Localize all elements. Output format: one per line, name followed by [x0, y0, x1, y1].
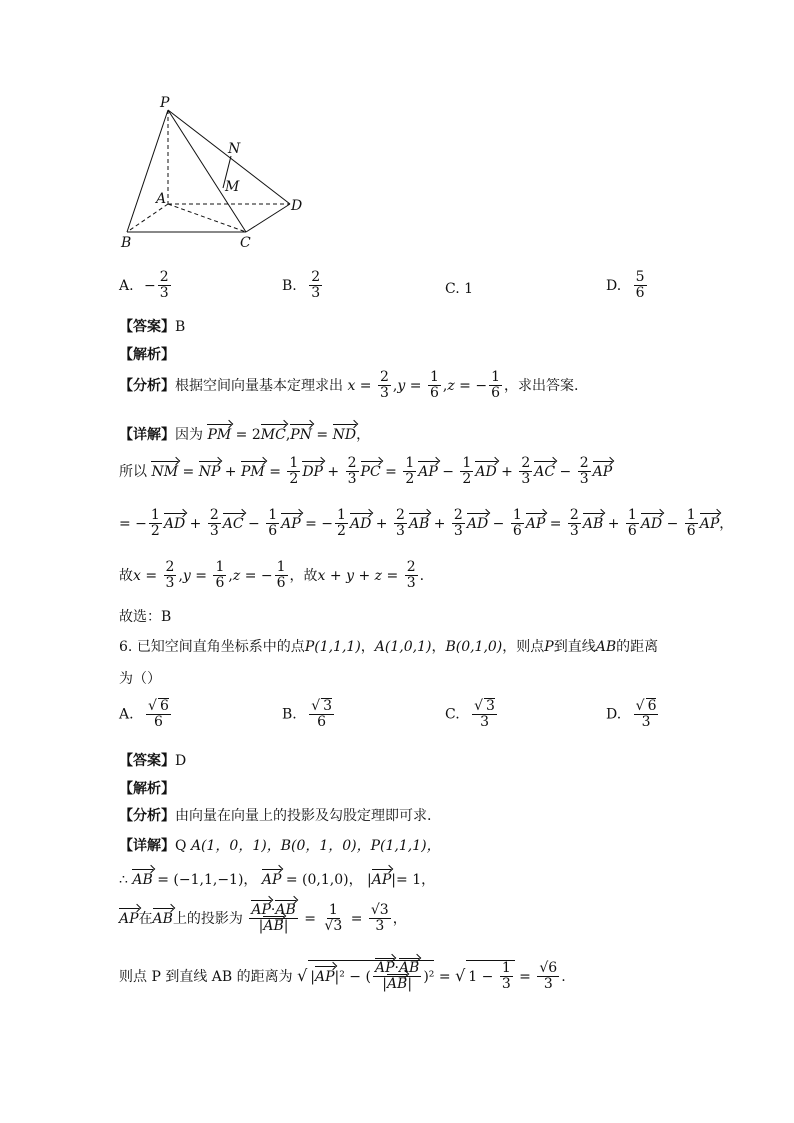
label-c: C [240, 235, 251, 251]
q5-step-3: 故x = $\frac{2}{3}$ ,y = $\frac{1}{6}$ ,z = − $\frac{1}{6}$ ，故x + y + z = $\frac{2}{3}$ . [119, 559, 425, 592]
q6-vectors: ∴ AB = (−1,1,−1)， AP = (0,1,0)， |AP|= 1， [119, 872, 436, 888]
q6-fenxi: 【分析】由向量在向量上的投影及勾股定理即可求. [119, 808, 432, 824]
q6-option-d: D. $\frac{√ 6}{3}$ [606, 698, 657, 731]
edge-ab [127, 204, 168, 232]
q6-detail: 【详解】Q A(1，0，1)，B(0，1，0)，P(1,1,1)， [119, 838, 441, 854]
edge-cd [246, 204, 290, 232]
edge-pc [168, 110, 246, 232]
q5-detail: 【详解】因为 PM = 2MC,PN = ND， [119, 427, 371, 443]
edge-pb [127, 110, 168, 232]
label-a: A [156, 191, 167, 207]
label-p: P [160, 95, 170, 111]
q5-step-1: 所以 NM = NP + PM = $\frac{1}{2}$ DP + $\frac{2}{3}$ PC = $\frac{1}{2}$ AP − $\frac{1}{2}$ AD + $\frac{2}{3}$ AC − $\frac{2}{3}$ AP [119, 455, 613, 488]
q5-option-b: B. $\frac{2}{3}$ [282, 269, 321, 302]
q6-option-a: A. $\frac{√ 6}{6}$ [119, 698, 169, 731]
q6-question-line1: 6. 已知空间直角坐标系中的点P(1,1,1)，A(1,0,1)，B(0,1,0)，则点P到直线AB的距离 [119, 639, 659, 655]
q5-option-a: A. − $\frac{2}{3}$ [119, 269, 169, 302]
q6-distance: 则点 P 到直线 AB 的距离为 √ |AP|² − ( $\frac{AP\cdot AB}{|AB|}$ )² = √ 1 − $\frac{1}{3}$ = $\frac{√6}{3}$ . [119, 960, 566, 993]
label-m: M [225, 179, 240, 195]
q6-answer: 【答案】D [119, 753, 187, 769]
q6-option-b: B. $\frac{√ 3}{6}$ [282, 698, 333, 731]
q5-option-c: C. 1 [445, 281, 474, 297]
q5-step-2: = − $\frac{1}{2}$ AD + $\frac{2}{3}$ AC − $\frac{1}{6}$ AP = − $\frac{1}{2}$ AD + $\frac{2}{3}$ AB + $\frac{2}{3}$ AD − $\frac{1}{6}$ AP = $\frac{2}{3}$ AB + $\frac{1}{6}$ AD − $\frac{1}{6}$ AP， [119, 507, 734, 540]
q5-answer: 【答案】B [119, 319, 186, 335]
pyramid-figure [110, 90, 320, 255]
label-d: D [291, 198, 303, 214]
q5-option-d: D. $\frac{5}{6}$ [606, 269, 645, 302]
q5-analysis-label: 【解析】 [119, 347, 175, 363]
q5-choice: 故选：B [119, 609, 172, 625]
q6-projection: AP在AB上的投影为 $\frac{AP\cdot AB}{|AB|}$ = $\frac{1}{√3}$ = $\frac{√3}{3}$ ， [119, 902, 407, 935]
label-b: B [121, 235, 132, 251]
q6-question-line2: 为（） [119, 671, 161, 687]
edge-ac [168, 204, 246, 232]
q6-option-c: C. $\frac{√ 3}{3}$ [445, 698, 495, 731]
label-n: N [228, 141, 241, 157]
q5-fenxi: 【分析】根据空间向量基本定理求出 x = $\frac{2}{3}$ ,y = $\frac{1}{6}$ ,z = − $\frac{1}{6}$ ，求出答案. [119, 369, 579, 402]
q6-analysis-label: 【解析】 [119, 781, 175, 797]
